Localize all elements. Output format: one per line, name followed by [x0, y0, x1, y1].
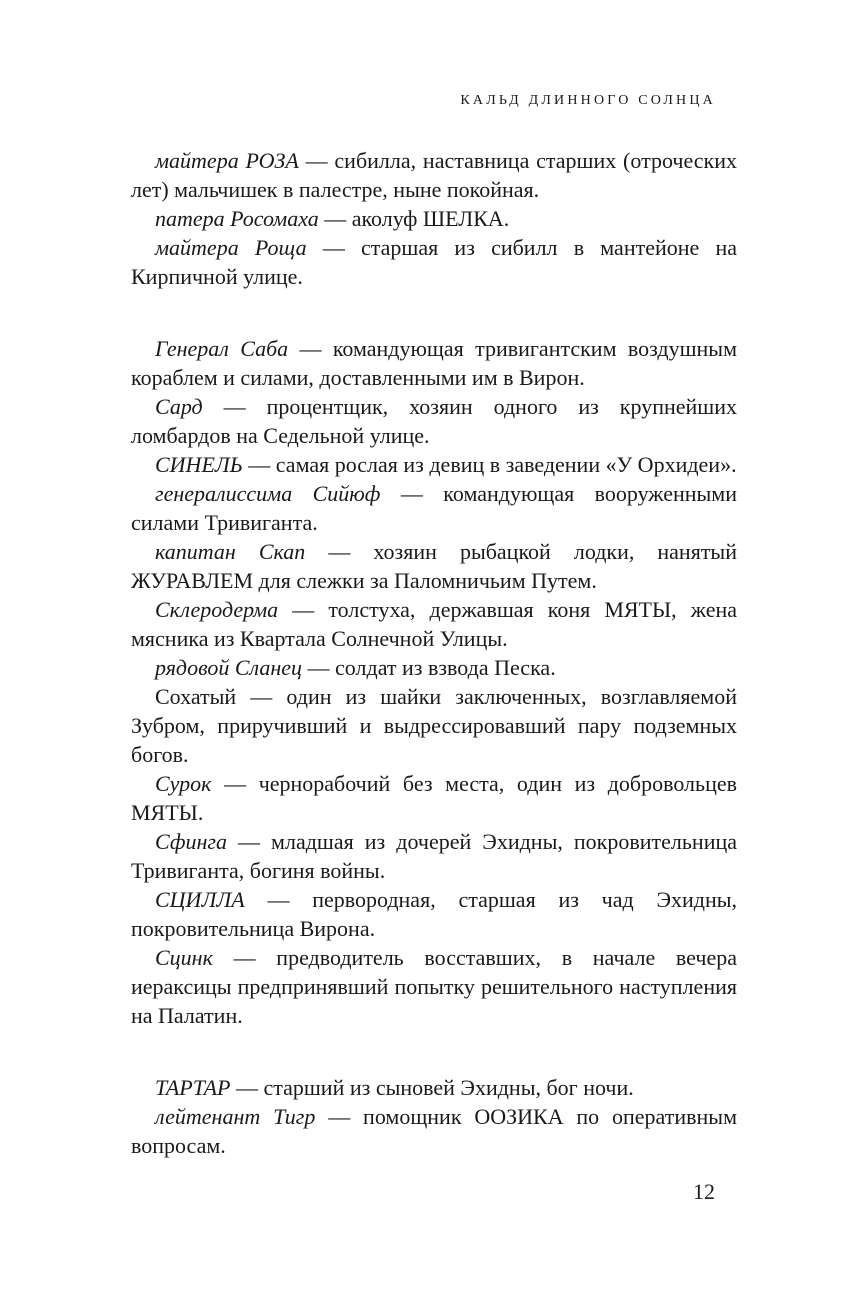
- entry-description: — предводитель восставших, в начале вечера иераксицы предпринявший попытку решительного наступления на Палатин.: [131, 945, 737, 1028]
- entry-name: патера Росомаха: [155, 206, 319, 231]
- glossary-entry: [131, 537, 737, 595]
- glossary-section: [131, 1073, 737, 1160]
- entry-name: СИНЕЛЬ: [155, 452, 243, 477]
- entry-name: Сфинга: [155, 829, 227, 854]
- entry-name: ТАРТАР: [155, 1075, 231, 1100]
- entry-description: — сибилла, наставница старших (отроческих лет) мальчишек в палестре, ныне покойная.: [131, 148, 737, 202]
- entry-name: Генерал Саба: [155, 336, 289, 361]
- glossary-entry: [131, 595, 737, 653]
- glossary-entry: [131, 450, 737, 479]
- entry-description: — старшая из сибилл в мантейоне на Кирпичной улице.: [131, 235, 737, 289]
- entry-description: — хозяин рыбацкой лодки, нанятый ЖУРАВЛЕМ для слежки за Паломничьим Путем.: [131, 539, 737, 593]
- entry-description: — младшая из дочерей Эхидны, покровительница Тривиганта, богиня войны.: [131, 829, 737, 883]
- entry-name: Сард: [155, 394, 203, 419]
- entry-description: — командующая тривигантским воздушным кораблем и силами, доставленными им в Вирон.: [131, 336, 737, 390]
- entry-name: майтера РОЗА: [155, 148, 299, 173]
- glossary-entry: [131, 146, 737, 204]
- glossary-entry: [131, 885, 737, 943]
- glossary-entry: [131, 334, 737, 392]
- entry-description: Сохатый — один из шайки заключенных, возглавляемой Зубром, приручивший и выдрессировавший пару подземных богов.: [131, 684, 737, 767]
- glossary-entry: [131, 392, 737, 450]
- entry-name: Сурок: [155, 771, 212, 796]
- entry-name: генералиссима Сийюф: [155, 481, 381, 506]
- entry-description: — первородная, старшая из чад Эхидны, покровительница Вирона.: [131, 887, 737, 941]
- glossary-entry: [131, 769, 737, 827]
- glossary-section: [131, 146, 737, 291]
- entry-name: капитан Скап: [155, 539, 306, 564]
- glossary-entry: [131, 653, 737, 682]
- entry-name: рядовой Сланец: [155, 655, 303, 680]
- entry-name: СЦИЛЛА: [155, 887, 245, 912]
- entry-name: Сцинк: [155, 945, 213, 970]
- glossary-section: [131, 334, 737, 1030]
- entry-name: лейтенант Тигр: [155, 1104, 316, 1129]
- entry-description: — самая рослая из девиц в заведении «У Орхидеи».: [242, 452, 737, 477]
- entry-description: — старший из сыновей Эхидны, бог ночи.: [230, 1075, 634, 1100]
- page-number: 12: [693, 1179, 715, 1204]
- section-gap: [131, 291, 737, 334]
- entry-description: — аколуф ШЕЛКА.: [318, 206, 510, 231]
- glossary-entry: [131, 1102, 737, 1160]
- glossary-entry: [131, 827, 737, 885]
- entry-description: — помощник ООЗИКА по оперативным вопросам.: [131, 1104, 737, 1158]
- entry-description: — толстуха, державшая коня МЯТЫ, жена мясника из Квартала Солнечной Улицы.: [131, 597, 737, 651]
- entry-name: майтера Роща: [155, 235, 307, 260]
- glossary-text: [131, 146, 737, 1160]
- entry-description: — процентщик, хозяин одного из крупнейших ломбардов на Седельной улице.: [131, 394, 737, 448]
- glossary-entry: [131, 233, 737, 291]
- entry-name: Склеродерма: [155, 597, 279, 622]
- entry-description: — командующая вооруженными силами Тривиганта.: [131, 481, 737, 535]
- entry-description: — чернорабочий без места, один из добровольцев МЯТЫ.: [131, 771, 737, 825]
- glossary-entry: [131, 204, 737, 233]
- running-head: КАЛЬД ДЛИННОГО СОЛНЦА: [460, 93, 716, 108]
- section-gap: [131, 1030, 737, 1073]
- glossary-entry: [131, 1073, 737, 1102]
- glossary-entry: [131, 943, 737, 1030]
- glossary-entry: [131, 682, 737, 769]
- glossary-entry: [131, 479, 737, 537]
- entry-description: — солдат из взвода Песка.: [302, 655, 556, 680]
